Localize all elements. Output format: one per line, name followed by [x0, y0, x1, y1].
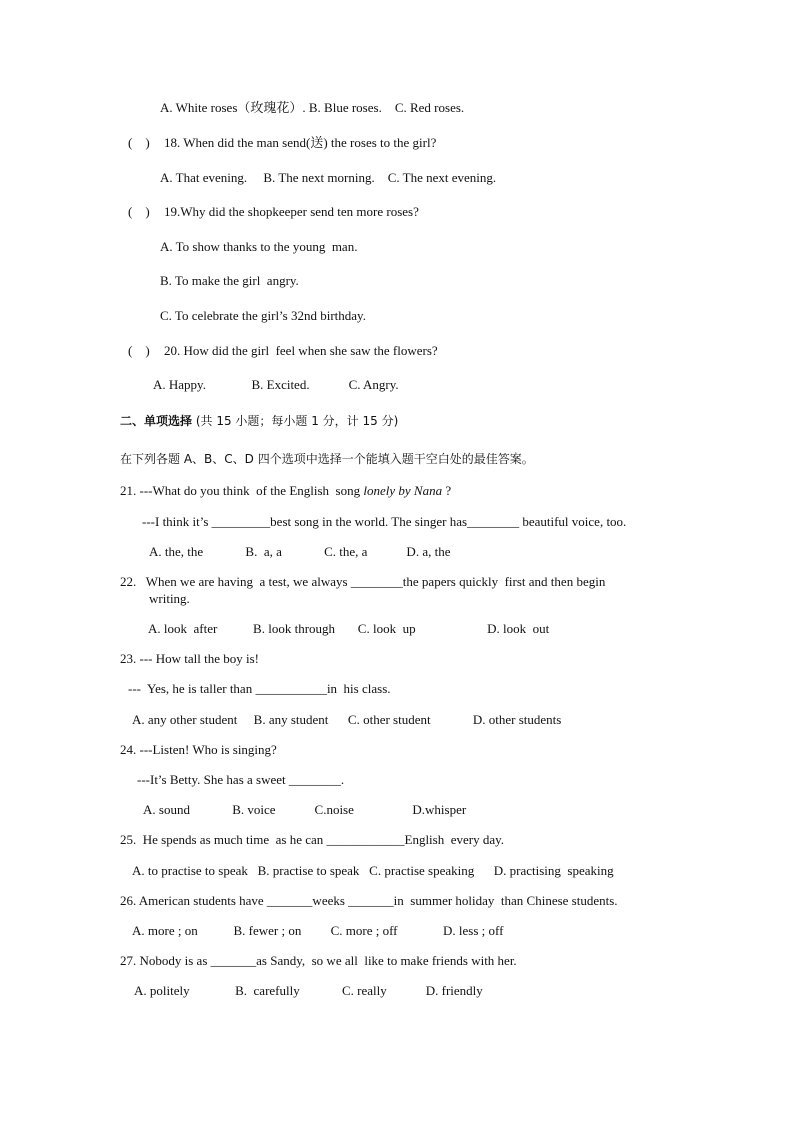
q20-question: 20. How did the girl feel when she saw the flowers?	[164, 343, 438, 358]
q25-stem: 25. He spends as much time as he can ____________English every day.	[120, 832, 505, 847]
q21-song-title: lonely by Nana	[363, 483, 443, 498]
q19-option-b: B. To make the girl angry.	[160, 273, 299, 288]
q20-answer-paren: ( )	[128, 343, 150, 358]
q19-option-c: C. To celebrate the girl’s 32nd birthday.	[160, 308, 366, 323]
q26-options: A. more ; on B. fewer ; on C. more ; off D. less ; off	[132, 923, 504, 938]
q22-options: A. look after B. look through C. look up D. look out	[148, 621, 550, 636]
q23-stem: 23. --- How tall the boy is!	[120, 651, 260, 666]
q27-options: A. politely B. carefully C. really D. friendly	[134, 983, 483, 998]
q19-option-a: A. To show thanks to the young man.	[160, 239, 358, 254]
q18-question: 18. When did the man send(送) the roses to the girl?	[164, 135, 437, 150]
q23-options: A. any other student B. any student C. other student D. other students	[132, 712, 562, 727]
q21-stem-text: 21. ---What do you think of the English song	[120, 483, 364, 498]
q24-reply: ---It’s Betty. She has a sweet ________.	[137, 772, 345, 787]
section-instruction: 在下列各题 A、B、C、D 四个选项中选择一个能填入题干空白处的最佳答案。	[120, 452, 534, 466]
q22-stem: 22. When we are having a test, we always ________the papers quickly first and then begin	[120, 574, 606, 589]
q18-options: A. That evening. B. The next morning. C. The next evening.	[160, 170, 497, 185]
q21-options: A. the, the B. a, a C. the, a D. a, the	[149, 544, 451, 559]
q21-stem	[120, 483, 451, 499]
q25-options: A. to practise to speak B. practise to speak C. practise speaking D. practising speaking	[132, 863, 614, 878]
q21-stem-end: ?	[442, 483, 452, 498]
q20-options: A. Happy. B. Excited. C. Angry.	[153, 377, 399, 392]
q27-stem: 27. Nobody is as _______as Sandy, so we all like to make friends with her.	[120, 953, 517, 968]
q18-answer-paren: ( )	[128, 135, 150, 150]
q22-stem-continued: writing.	[149, 591, 190, 606]
section-title: 二、单项选择	[120, 414, 193, 428]
section-scoring: (共 15 小题；每小题 1 分，计 15 分)	[192, 414, 399, 428]
q19-question: 19.Why did the shopkeeper send ten more roses?	[164, 204, 419, 219]
q23-reply: --- Yes, he is taller than ___________in his class.	[128, 681, 391, 696]
q24-options: A. sound B. voice C.noise D.whisper	[143, 802, 467, 817]
q19-answer-paren: ( )	[128, 204, 150, 219]
q24-stem: 24. ---Listen! Who is singing?	[120, 742, 277, 757]
q21-reply: ---I think it’s _________best song in the world. The singer has________ beautiful voice, too.	[142, 514, 627, 529]
section-heading	[120, 413, 398, 429]
q17-options: A. White roses（玫瑰花）. B. Blue roses. C. Red roses.	[160, 100, 465, 115]
q26-stem: 26. American students have _______weeks _______in summer holiday than Chinese students.	[120, 893, 618, 908]
